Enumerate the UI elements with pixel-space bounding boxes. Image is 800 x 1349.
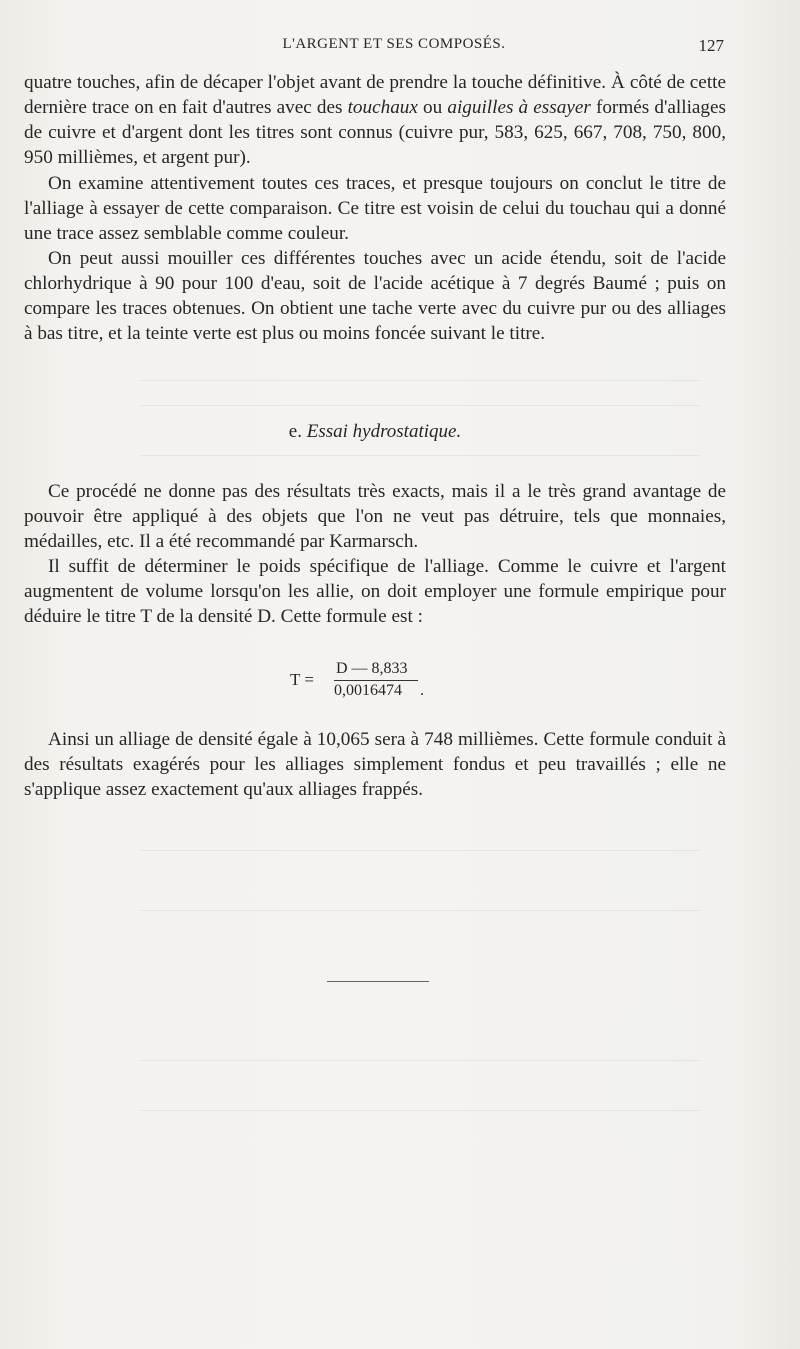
section-title: Essai hydrostatique. (306, 421, 462, 442)
paragraph-1-part-c: formés d'alliages de cuivre et d'argent dont les titres sont connus (cuivre pur, 583, 625, 667, 708, 750, 800, 950 millièmes, et argent pur). (24, 97, 727, 168)
paragraph-6 (24, 727, 726, 802)
page-number: 127 (698, 36, 724, 55)
show-through-line (140, 380, 700, 381)
paragraph-4 (24, 479, 726, 554)
formula-denominator: 0,0016474 (334, 682, 402, 699)
paragraph-3 (24, 246, 726, 346)
formula-numerator: D — 8,833 (336, 660, 408, 677)
paragraph-2 (24, 171, 726, 246)
running-title: L'ARGENT ET SES COMPOSÉS. (282, 36, 506, 52)
paragraph-5-text: Il suffit de déterminer le poids spécifique de l'alliage. Comme le cuivre et l'argent augmentent de volume lorsqu'on les allie, on doit employer une formule empirique pour déduire le titre T de la densité D. Cette formule est : (24, 556, 726, 627)
paragraph-2-text: On examine attentivement toutes ces traces, et presque toujours on conclut le titre de l'alliage à essayer de cette comparaison. Ce titre est voisin de celui du touchau qui a donné une trace assez semblable comme couleur. (24, 173, 726, 244)
paragraph-6-text: Ainsi un alliage de densité égale à 10,065 sera à 748 millièmes. Cette formule conduit à des résultats exagérés pour les alliages simplement fondus et peu travaillés ; elle ne s'applique assez exactement qu'aux alliages frappés. (24, 729, 726, 800)
end-rule (327, 981, 429, 982)
paragraph-1-part-a: À côté de cette dernière trace on en fait d'autres avec des (24, 72, 727, 118)
section-letter: e. (288, 421, 302, 442)
formula-lhs: T = (290, 670, 314, 689)
paragraph-4-text: Ce procédé ne donne pas des résultats très exacts, mais il a le très grand avantage de pouvoir être appliqué à des objets que l'on ne veut pas détruire, tels que monnaies, médailles, etc. Il a été recommandé par Karmarsch. (24, 481, 726, 552)
running-head (24, 36, 724, 60)
paragraph-3-text: On peut aussi mouiller ces différentes touches avec un acide étendu, soit de l'acide chlorhydrique à 90 pour 100 d'eau, soit de l'acide acétique à 7 degrés Baumé ; puis on compare les traces obtenues. On obtient une tache verte avec du cuivre pur ou des alliages à bas titre, et la teinte verte est plus ou moins foncée suivant le titre. (24, 248, 726, 344)
paragraph-1-part-b: ou (417, 97, 448, 118)
show-through-line (140, 405, 700, 406)
show-through-line (140, 850, 700, 851)
show-through-line (140, 1060, 700, 1061)
term-touchaux: touchaux (347, 97, 418, 118)
paragraph-1-line-1: quatre touches, afin de décaper l'objet avant de prendre la touche définitive. (24, 72, 607, 93)
show-through-line (140, 1110, 700, 1111)
paragraph-1 (24, 70, 726, 170)
show-through-line (140, 455, 700, 456)
formula-period: . (420, 682, 424, 699)
fraction-bar (334, 680, 418, 681)
section-heading (0, 421, 750, 443)
show-through-line (140, 910, 700, 911)
term-aiguilles: aiguilles à essayer (447, 97, 591, 118)
formula (290, 660, 450, 710)
paragraph-5 (24, 554, 726, 629)
